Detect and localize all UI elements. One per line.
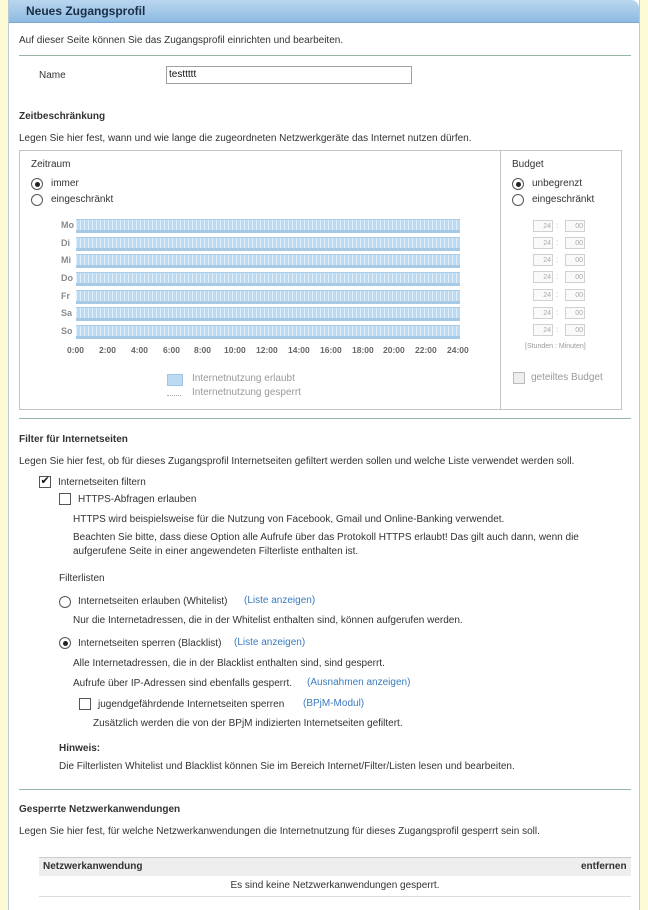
legend-blocked-label: Internetnutzung gesperrt bbox=[192, 387, 301, 398]
whitelist-label[interactable]: Internetseiten erlauben (Whitelist) bbox=[78, 596, 228, 607]
hour-label: 12:00 bbox=[256, 345, 278, 355]
blacklist-show-link[interactable]: (Liste anzeigen) bbox=[234, 637, 306, 648]
budget-minutes-input[interactable]: 00 bbox=[565, 289, 585, 301]
day-label: Mi bbox=[61, 255, 71, 265]
hour-label: 24:00 bbox=[447, 345, 469, 355]
divider bbox=[19, 418, 631, 419]
profile-panel bbox=[8, 0, 640, 910]
hour-label: 4:00 bbox=[131, 345, 149, 355]
budget-colon: : bbox=[556, 272, 559, 281]
hour-label: 8:00 bbox=[194, 345, 212, 355]
hour-label: 22:00 bbox=[415, 345, 437, 355]
apps-heading: Gesperrte Netzwerkanwendungen bbox=[19, 804, 181, 815]
legend-allowed-swatch bbox=[167, 374, 183, 386]
bpjm-note: Zusätzlich werden die von der BPjM indizierten Internetseiten gefiltert. bbox=[93, 718, 403, 729]
budget-minutes-input[interactable]: 00 bbox=[565, 254, 585, 266]
day-label: Fr bbox=[61, 291, 70, 301]
period-restricted-radio[interactable] bbox=[31, 194, 43, 206]
period-always-label[interactable]: immer bbox=[51, 178, 79, 189]
budget-minutes-input[interactable]: 00 bbox=[565, 237, 585, 249]
col-header-remove: entfernen bbox=[581, 861, 627, 872]
blacklist-radio[interactable] bbox=[59, 637, 71, 649]
name-input[interactable]: testtttt bbox=[166, 66, 412, 84]
budget-label: Budget bbox=[512, 159, 544, 170]
title-bar bbox=[9, 0, 639, 23]
budget-minutes-input[interactable]: 00 bbox=[565, 307, 585, 319]
time-heading: Zeitbeschränkung bbox=[19, 111, 106, 122]
https-warning: aufgerufene Seite in einer angewendeten Filterliste enthalten ist. bbox=[73, 546, 359, 557]
col-header-app: Netzwerkanwendung bbox=[43, 861, 143, 872]
hour-label: 2:00 bbox=[99, 345, 117, 355]
schedule-row[interactable] bbox=[76, 237, 460, 251]
ip-exceptions-link[interactable]: (Ausnahmen anzeigen) bbox=[307, 677, 411, 688]
hint-text: Die Filterlisten Whitelist und Blacklist können Sie im Bereich Internet/Filter/Listen lesen und bearbeiten. bbox=[59, 761, 515, 772]
budget-colon: : bbox=[556, 238, 559, 247]
day-label: Sa bbox=[61, 308, 73, 318]
shared-budget-label[interactable]: geteiltes Budget bbox=[531, 372, 603, 383]
shared-budget-checkbox[interactable] bbox=[513, 372, 525, 384]
budget-restricted-label[interactable]: eingeschränkt bbox=[532, 194, 595, 205]
period-always-radio[interactable] bbox=[31, 178, 43, 190]
schedule-row[interactable] bbox=[76, 290, 460, 304]
filter-sites-label[interactable]: Internetseiten filtern bbox=[58, 477, 146, 488]
day-label: So bbox=[61, 326, 73, 336]
budget-hours-input[interactable]: 24 bbox=[533, 271, 553, 283]
budget-hours-input[interactable]: 24 bbox=[533, 254, 553, 266]
budget-unlimited-radio[interactable] bbox=[512, 178, 524, 190]
bpjm-checkbox[interactable] bbox=[79, 698, 91, 710]
page-title: Neues Zugangsprofil bbox=[26, 4, 146, 18]
day-label: Di bbox=[61, 238, 70, 248]
name-label: Name bbox=[39, 70, 66, 81]
period-restricted-label[interactable]: eingeschränkt bbox=[51, 194, 114, 205]
whitelist-radio[interactable] bbox=[59, 596, 71, 608]
hour-label: 18:00 bbox=[352, 345, 374, 355]
budget-hours-input[interactable]: 24 bbox=[533, 324, 553, 336]
budget-minutes-input[interactable]: 00 bbox=[565, 271, 585, 283]
budget-hours-input[interactable]: 24 bbox=[533, 289, 553, 301]
budget-hours-input[interactable]: 24 bbox=[533, 237, 553, 249]
time-desc: Legen Sie hier fest, wann und wie lange die zugeordneten Netzwerkgeräte das Internet nutzen dürfen. bbox=[19, 133, 472, 144]
legend-blocked-swatch bbox=[167, 389, 181, 396]
hour-label: 16:00 bbox=[320, 345, 342, 355]
hour-label: 14:00 bbox=[288, 345, 310, 355]
blacklist-note: Alle Internetadressen, die in der Blacklist enthalten sind, sind gesperrt. bbox=[73, 658, 385, 669]
hint-label: Hinweis: bbox=[59, 743, 101, 754]
filter-lists-label: Filterlisten bbox=[59, 573, 105, 584]
schedule-row[interactable] bbox=[76, 254, 460, 268]
schedule-row[interactable] bbox=[76, 272, 460, 286]
budget-hours-input[interactable]: 24 bbox=[533, 307, 553, 319]
schedule-row[interactable] bbox=[76, 325, 460, 339]
period-label: Zeitraum bbox=[31, 159, 71, 170]
hour-label: 0:00 bbox=[67, 345, 85, 355]
budget-restricted-radio[interactable] bbox=[512, 194, 524, 206]
whitelist-show-link[interactable]: (Liste anzeigen) bbox=[244, 595, 316, 606]
schedule-row[interactable] bbox=[76, 307, 460, 321]
https-note: HTTPS wird beispielsweise für die Nutzung von Facebook, Gmail und Online-Banking verwendet. bbox=[73, 514, 505, 525]
budget-colon: : bbox=[556, 290, 559, 299]
budget-colon: : bbox=[556, 308, 559, 317]
whitelist-note: Nur die Internetadressen, die in der Whitelist enthalten sind, können aufgerufen werden. bbox=[73, 615, 463, 626]
day-label: Mo bbox=[61, 220, 74, 230]
budget-minutes-input[interactable]: 00 bbox=[565, 220, 585, 232]
budget-units: [Stunden : Minuten] bbox=[525, 343, 586, 350]
budget-hours-input[interactable]: 24 bbox=[533, 220, 553, 232]
ip-note: Aufrufe über IP-Adressen sind ebenfalls gesperrt. bbox=[73, 678, 293, 689]
hour-label: 10:00 bbox=[224, 345, 246, 355]
day-label: Do bbox=[61, 273, 73, 283]
budget-unlimited-label[interactable]: unbegrenzt bbox=[532, 178, 583, 189]
hour-label: 6:00 bbox=[163, 345, 181, 355]
divider bbox=[19, 55, 631, 56]
intro-text: Auf dieser Seite können Sie das Zugangsprofil einrichten und bearbeiten. bbox=[19, 35, 344, 46]
hour-label: 20:00 bbox=[383, 345, 405, 355]
https-label[interactable]: HTTPS-Abfragen erlauben bbox=[78, 494, 197, 505]
https-warning: Beachten Sie bitte, dass diese Option alle Aufrufe über das Protokoll HTTPS erlaubt! Das gilt auch dann, wenn die bbox=[73, 532, 579, 543]
bpjm-label[interactable]: jugendgefährdende Internetseiten sperren bbox=[98, 699, 285, 710]
budget-colon: : bbox=[556, 325, 559, 334]
budget-minutes-input[interactable]: 00 bbox=[565, 324, 585, 336]
filter-heading: Filter für Internetseiten bbox=[19, 434, 128, 445]
budget-colon: : bbox=[556, 221, 559, 230]
filter-sites-checkbox[interactable] bbox=[39, 476, 51, 488]
blacklist-label[interactable]: Internetseiten sperren (Blacklist) bbox=[78, 638, 222, 649]
apps-empty-text: Es sind keine Netzwerkanwendungen gesperrt. bbox=[230, 880, 440, 891]
apps-desc: Legen Sie hier fest, für welche Netzwerkanwendungen die Internetnutzung für dieses Zugangsprofil gesperrt sein soll. bbox=[19, 826, 540, 837]
https-checkbox[interactable] bbox=[59, 493, 71, 505]
schedule-row[interactable] bbox=[76, 219, 460, 233]
divider bbox=[19, 789, 631, 790]
legend-allowed-label: Internetnutzung erlaubt bbox=[192, 373, 295, 384]
budget-colon: : bbox=[556, 255, 559, 264]
filter-desc: Legen Sie hier fest, ob für dieses Zugangsprofil Internetseiten gefiltert werden sollen und welche Liste verwendet werden soll. bbox=[19, 456, 575, 467]
bpjm-module-link[interactable]: (BPjM-Modul) bbox=[303, 698, 365, 709]
